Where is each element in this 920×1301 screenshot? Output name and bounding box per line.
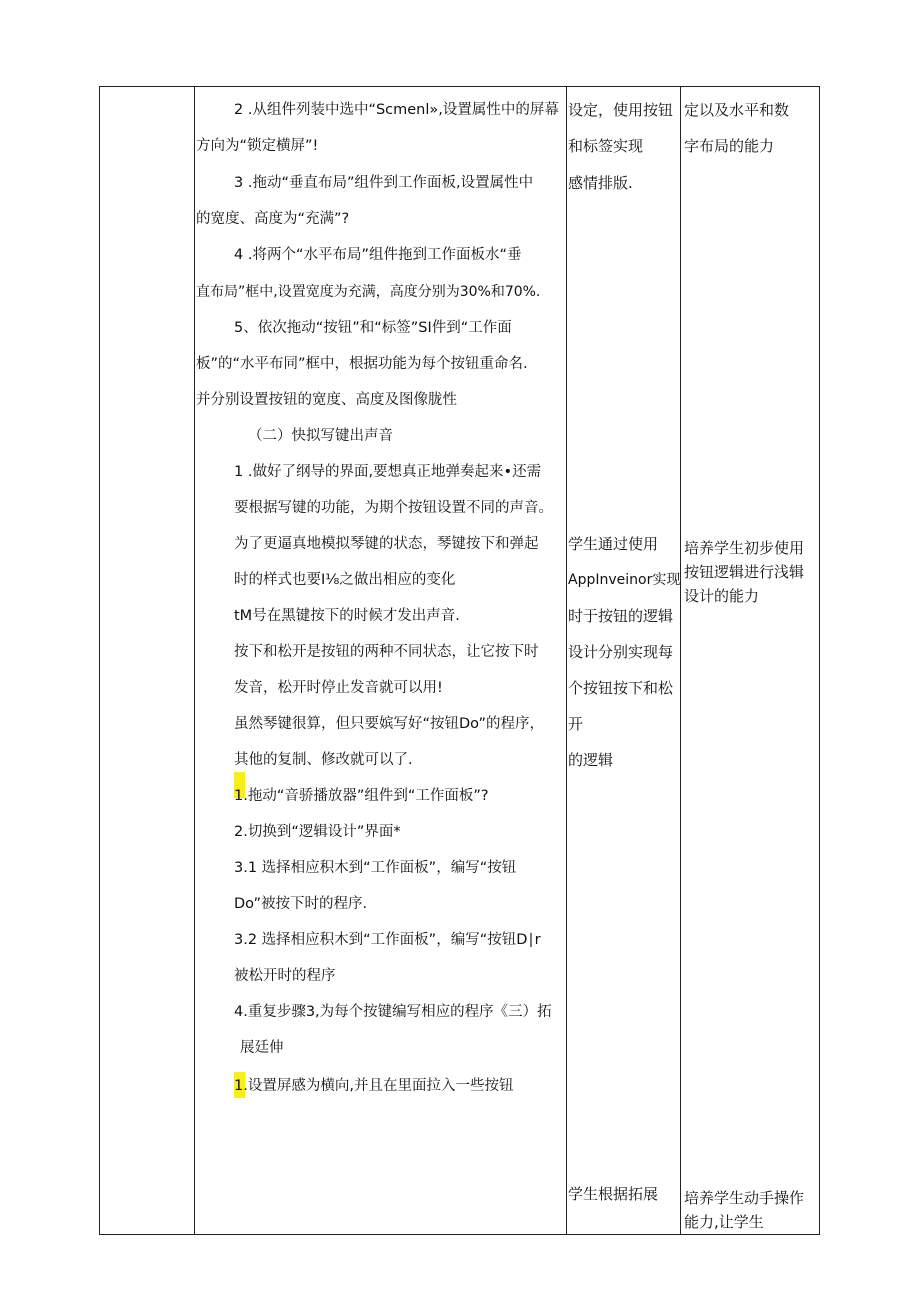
content-line: 3.2 选择相应积木到“工作面板”，编写“按钮D∣r — [234, 932, 541, 948]
activity-line: 的逻辑 — [568, 751, 614, 769]
intent-line: 设计的能力 — [684, 587, 760, 605]
column-divider-3 — [680, 86, 681, 1235]
column-divider-1 — [194, 86, 195, 1235]
content-line: 方向为“锁定横屏”! — [196, 138, 319, 154]
content-line: 1.设置屏感为横向,并且在里面拉入一些按钮 — [234, 1078, 514, 1094]
content-line: 板”的“水平布同”框中，根据功能为每个按钮重命名. — [196, 356, 528, 372]
content-line: 时的样式也要I⅛之做出相应的变化 — [234, 572, 456, 588]
content-line: 为了更逼真地模拟琴键的状态，琴键按下和弹起 — [234, 536, 539, 552]
content-line: 直布局”框中,设置宽度为充满，高度分别为30%和70%. — [196, 284, 541, 300]
content-line: tM号在黑键按下的时候才发出声音. — [234, 608, 460, 624]
content-line: 虽然琴键很算，但只要嫔写好“按钮Do”的程序， — [234, 716, 545, 732]
column-divider-2 — [566, 86, 567, 1235]
activity-line: 学生根据拓展 — [568, 1185, 659, 1203]
section-heading: （二）快拟写键出声音 — [248, 428, 393, 444]
content-line: 4.重复步骤3,为每个按键编写相应的程序《三）拓 — [234, 1004, 552, 1020]
content-line: 2 .从组件列装中选中“Scmenl»,设置属性中的屏幕 — [234, 102, 559, 118]
activity-line: AppInveinor实现 — [568, 572, 681, 588]
content-line: 5、依次拖动“按钮”和“标签”SI件到“工作面 — [234, 320, 512, 336]
content-line: 并分别设置按钮的宽度、高度及图像胧性 — [196, 392, 457, 408]
content-line: Do”被按下时的程序. — [234, 896, 368, 912]
intent-line: 培养学生动手操作 — [684, 1189, 805, 1207]
intent-line: 能力,让学生 — [684, 1213, 764, 1231]
content-line: 被松开时的程序 — [234, 968, 336, 984]
content-line: 3.1 选择相应积木到“工作面板”，编写“按钮 — [234, 860, 517, 876]
intent-line: 培养学生初步使用 — [684, 539, 805, 557]
content-line: 发音，松开时停止发音就可以用! — [234, 680, 443, 696]
intent-line: 按钮逻辑进行浅辑 — [684, 563, 805, 581]
intent-line: 定以及水平和数 — [684, 101, 790, 119]
content-line: 的宽度、高度为“充满”? — [196, 211, 350, 227]
content-line: 1.拖动“音骄播放器”组件到“工作面板”? — [234, 788, 489, 804]
intent-line: 字布局的能力 — [684, 137, 775, 155]
activity-line: 学生通过使用 — [568, 535, 659, 553]
activity-line: 设计分别实现每 — [568, 643, 674, 661]
activity-line: 感情排版. — [568, 174, 633, 192]
content-line: 2.切换到“逻辑设计”界面* — [234, 824, 401, 840]
content-line: 3 .拖动“垂直布局”组件到工作面板,设置属性中 — [234, 175, 534, 191]
content-line: 4 .将两个“水平布局”组件拖到工作面板水“垂 — [234, 247, 522, 263]
activity-line: 时于按钮的逻辑 — [568, 607, 674, 625]
activity-line: 设定，使用按钮 — [568, 101, 674, 119]
content-line: 1 .做好了纲导的界面,要想真正地弹奏起来•还需 — [234, 464, 542, 480]
content-line: 要根据写键的功能，为期个按钮设置不同的声音。 — [234, 500, 553, 516]
activity-line: 个按钮按下和松 — [568, 679, 674, 697]
content-line: 按下和松开是按钮的两种不同状态，让它按下时 — [234, 644, 539, 660]
activity-line: 和标签实现 — [568, 137, 644, 155]
content-line: 展廷伸 — [240, 1040, 284, 1056]
content-line: 其他的复制、修改就可以了. — [234, 752, 413, 768]
activity-line: 开 — [568, 715, 584, 733]
